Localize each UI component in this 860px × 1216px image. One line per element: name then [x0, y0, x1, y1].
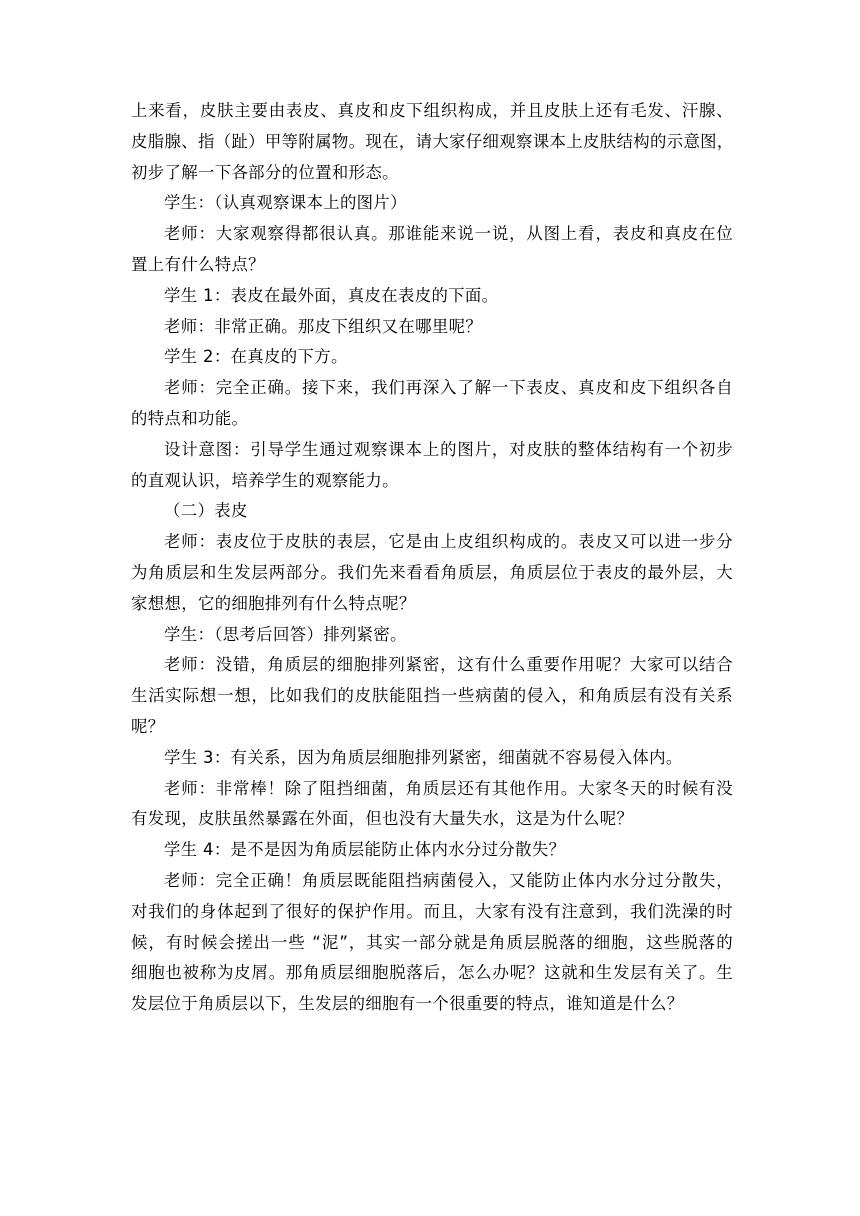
text-line: 候，有时候会搓出一些 “泥”，其实一部分就是角质层脱落的细胞，这些脱落的 — [131, 932, 733, 952]
section-heading: （二）表皮 — [164, 501, 248, 521]
text-line: 家想想，它的细胞排列有什么特点呢？ — [131, 593, 416, 613]
text-line: 皮脂腺、指（趾）甲等附属物。现在，请大家仔细观察课本上皮肤结构的示意图， — [131, 131, 734, 151]
text-line: 老师：非常正确。那皮下组织又在哪里呢？ — [164, 316, 483, 336]
text-line: 呢？ — [131, 716, 165, 736]
text-line: 置上有什么特点？ — [131, 254, 265, 274]
text-line: 老师：非常棒！除了阻挡细菌，角质层还有其他作用。大家冬天的时候有没 — [164, 778, 733, 798]
text-line: 为角质层和生发层两部分。我们先来看看角质层，角质层位于表皮的最外层，大 — [131, 562, 733, 582]
text-line: 生活实际想一想，比如我们的皮肤能阻挡一些病菌的侵入，和角质层有没有关系 — [131, 686, 733, 706]
text-line: 老师：完全正确。接下来，我们再深入了解一下表皮、真皮和皮下组织各自 — [164, 378, 733, 398]
text-line: 学生：（思考后回答）排列紧密。 — [164, 624, 407, 644]
text-line: 的直观认识，培养学生的观察能力。 — [131, 470, 399, 490]
text-line: 学生 3：有关系，因为角质层细胞排列紧密，细菌就不容易侵入体内。 — [164, 747, 683, 767]
text-line: 学生：（认真观察课本上的图片） — [164, 193, 407, 213]
text-line: 老师：没错，角质层的细胞排列紧密，这有什么重要作用呢？大家可以结合 — [164, 655, 733, 675]
text-line: 老师：大家观察得都很认真。那谁能来说一说，从图上看，表皮和真皮在位 — [164, 224, 733, 244]
text-line: 初步了解一下各部分的位置和形态。 — [131, 162, 399, 182]
text-line: 学生 4：是不是因为角质层能防止体内水分过分散失？ — [164, 840, 566, 860]
text-line: 学生 1：表皮在最外面，真皮在表皮的下面。 — [164, 285, 499, 305]
text-line: 发层位于角质层以下，生发层的细胞有一个很重要的特点，谁知道是什么？ — [131, 994, 684, 1014]
text-line: 上来看，皮肤主要由表皮、真皮和皮下组织构成，并且皮肤上还有毛发、汗腺、 — [131, 101, 733, 120]
text-line: 学生 2：在真皮的下方。 — [164, 347, 348, 367]
text-line: 的特点和功能。 — [131, 408, 249, 428]
text-line: 老师：完全正确！角质层既能阻挡病菌侵入，又能防止体内水分过分散失， — [164, 870, 733, 890]
text-line: 有发现，皮肤虽然暴露在外面，但也没有大量失水，这是为什么呢？ — [131, 809, 634, 829]
text-line: 细胞也被称为皮屑。那角质层细胞脱落后，怎么办呢？这就和生发层有关了。生 — [131, 963, 733, 983]
document-body — [131, 96, 733, 1020]
text-line: 对我们的身体起到了很好的保护作用。而且，大家有没有注意到，我们洗澡的时 — [131, 901, 733, 921]
text-line: 老师：表皮位于皮肤的表层，它是由上皮组织构成的。表皮又可以进一步分 — [164, 532, 733, 552]
text-line: 设计意图：引导学生通过观察课本上的图片，对皮肤的整体结构有一个初步 — [164, 439, 733, 459]
